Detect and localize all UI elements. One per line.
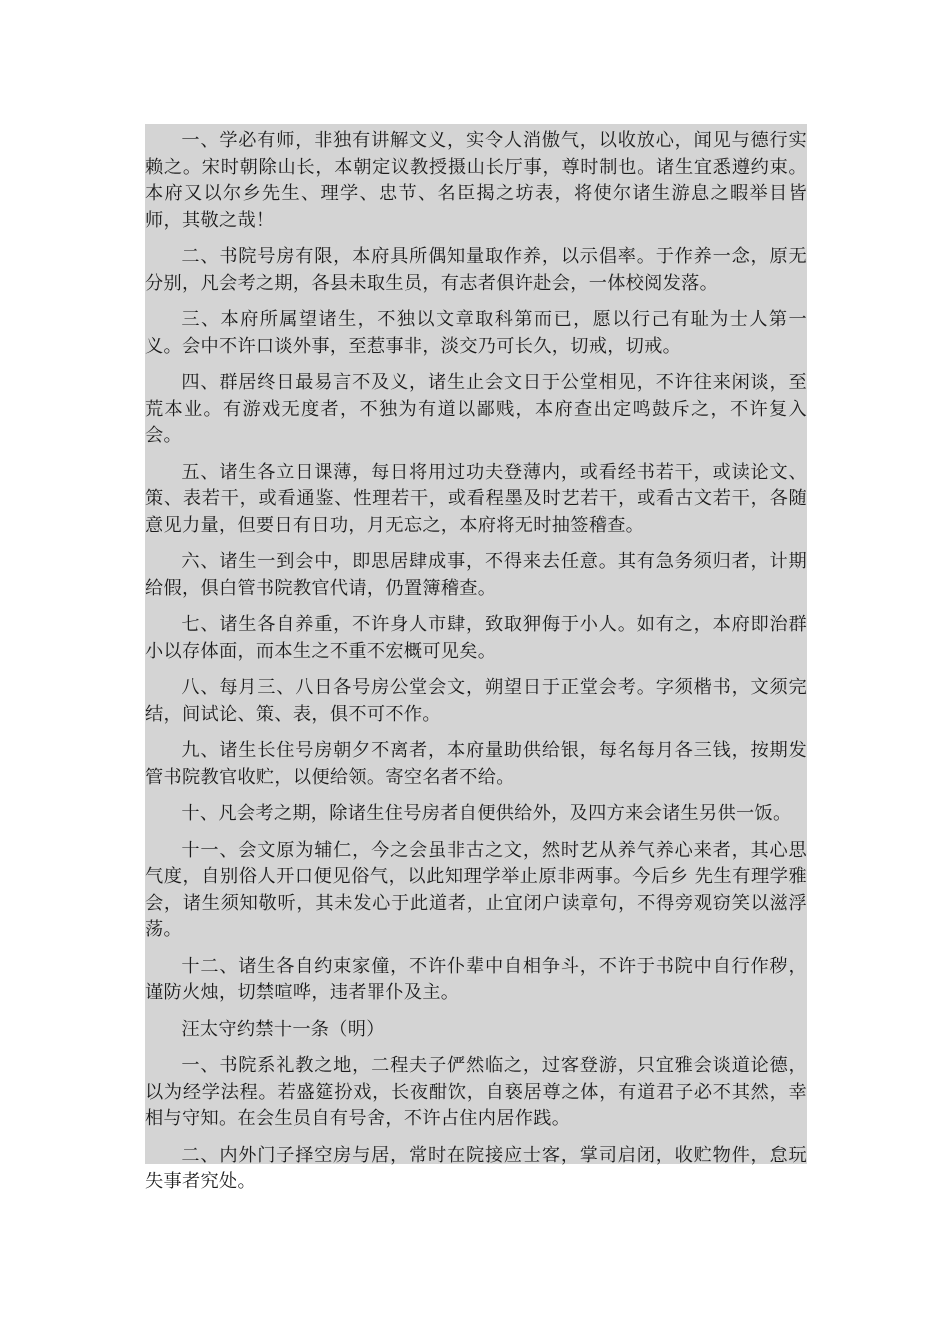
rule-paragraph-6: 六、诸生一到会中，即思居肆成事，不得来去任意。其有急务须归者，计期给假，俱白管书院教官代请，仍置簿稽查。 <box>145 551 807 599</box>
document-text-block <box>145 124 807 1192</box>
rule-paragraph-11: 十一、会文原为辅仁，今之会虽非古之文，然时艺从养气养心来者，其心思气度，自别俗人开口便见俗气，以此知理学举止原非两事。今后乡 先生有理学雅会，诸生须知敬听，其未发心于此道者，止宜闭户读章句，不得旁观窃笑以滋浮荡。 <box>145 839 807 940</box>
section-heading: 汪太守约禁十一条（明） <box>181 1018 385 1040</box>
rule-paragraph-12: 十二、诸生各自约束家僮，不许仆辈中自相争斗，不许于书院中自行作秽，谨防火烛，切禁喧哗，违者罪仆及主。 <box>145 955 807 1003</box>
rule-paragraph-7: 七、诸生各自养重，不许身人市肆，致取狎侮于小人。如有之，本府即治群小以存体面，而本生之不重不宏概可见矣。 <box>145 614 807 662</box>
rule-paragraph-4: 四、群居终日最易言不及义，诸生止会文日于公堂相见，不许往来闲谈，至荒本业。有游戏无度者，不独为有道以鄙贱，本府查出定鸣鼓斥之，不许复入会。 <box>145 372 807 446</box>
rule-paragraph-10: 十、凡会考之期，除诸生住号房者自便供给外，及四方来会诸生另供一饭。 <box>181 803 792 824</box>
prohibition-paragraph-2: 二、内外门子择空房与居，常时在院接应士客，掌司启闭，收贮物件，怠玩失事者究处。 <box>145 1144 807 1192</box>
rule-paragraph-1: 一、学必有师，非独有讲解文义，实令人消傲气，以收放心，闻见与德行实赖之。宋时朝除山长，本朝定议教授摄山长厅事，尊时制也。诸生宜悉遵约束。本府又以尔乡先生、理学、忠节、名臣揭之坊表，将使尔诸生游息之暇举目皆师，其敬之哉！ <box>145 130 807 231</box>
rule-paragraph-2: 二、书院号房有限，本府具所偶知量取作养，以示倡率。于作养一念，原无分别，凡会考之期，各县未取生员，有志者俱许赴会，一体校阅发落。 <box>145 246 807 294</box>
rule-paragraph-9: 九、诸生长住号房朝夕不离者，本府量助供给银，每名每月各三钱，按期发管书院教官收贮，以便给领。寄空名者不给。 <box>145 740 807 788</box>
rule-paragraph-5: 五、诸生各立日课薄，每日将用过功夫登薄内，或看经书若干，或读论文、策、表若干，或看通鉴、性理若干，或看程墨及时艺若干，或看古文若干，各随意见力量，但要日有日功，月无忘之，本府将无时抽签稽查。 <box>145 461 807 536</box>
rule-paragraph-8: 八、每月三、八日各号房公堂会文，朔望日于正堂会考。字须楷书，文须完结，间试论、策、表，俱不可不作。 <box>145 677 807 725</box>
prohibition-paragraph-1: 一、书院系礼教之地，二程夫子俨然临之，过客登游，只宜雅会谈道论德，以为经学法程。若盛筵扮戏，长夜酣饮，自亵居尊之体，有道君子必不其然，幸相与守知。在会生员自有号舍，不许占住内居作践。 <box>145 1055 807 1129</box>
rule-paragraph-3: 三、本府所属望诸生，不独以文章取科第而已，愿以行己有耻为士人第一义。会中不许口谈外事，至惹事非，淡交乃可长久，切戒，切戒。 <box>145 309 807 357</box>
